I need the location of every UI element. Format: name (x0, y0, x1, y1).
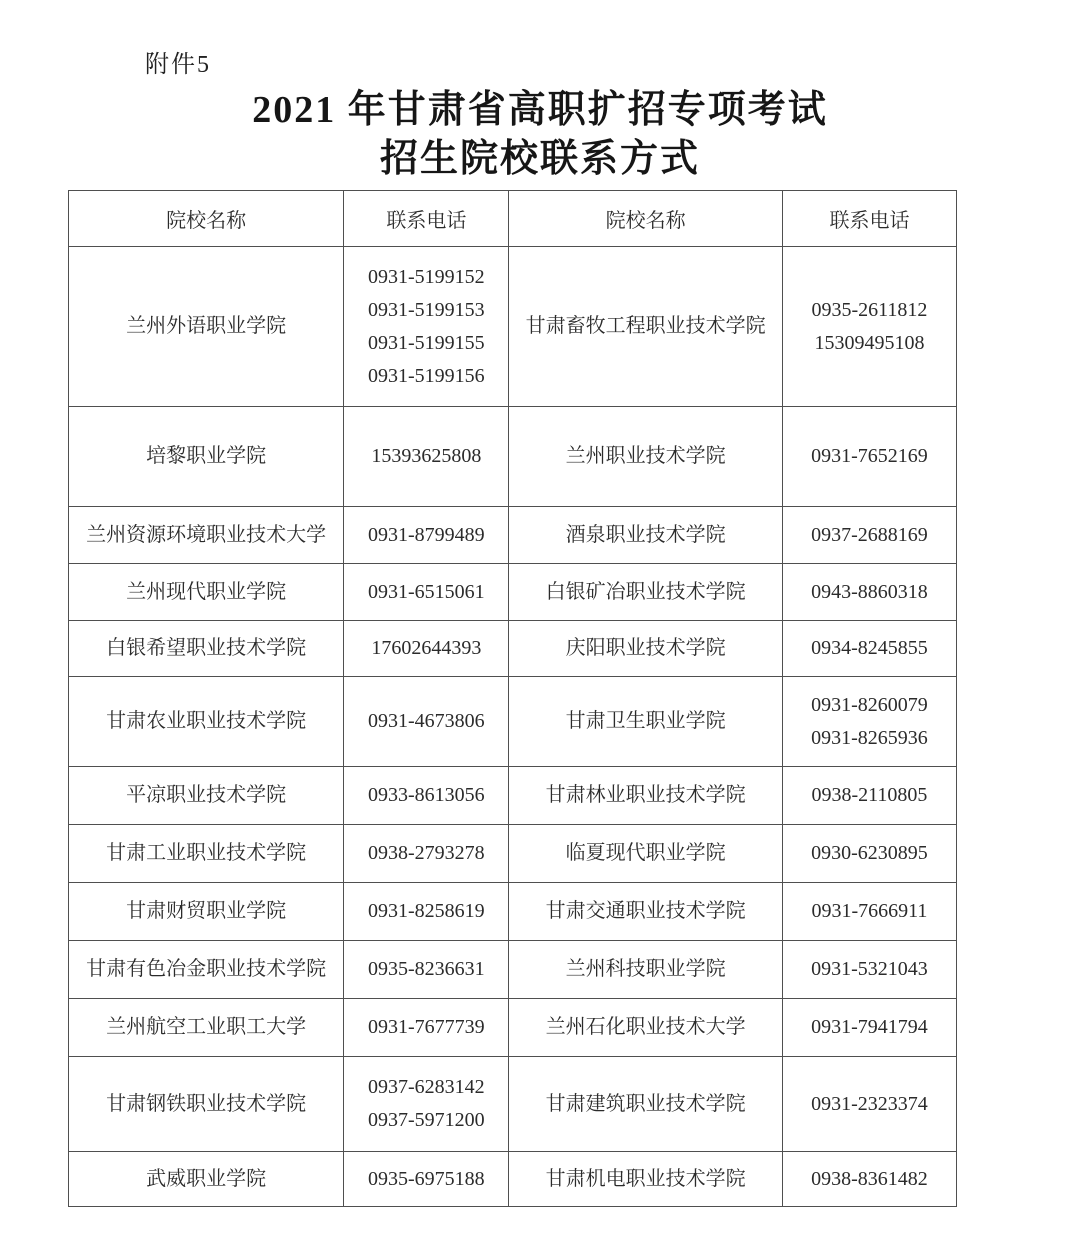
phone-cell (344, 247, 509, 407)
school-name: 临夏现代职业学院 (565, 842, 726, 864)
school-name-cell (509, 1152, 783, 1207)
phone-cell (782, 407, 956, 507)
school-name: 甘肃工业职业技术学院 (106, 842, 307, 864)
table-row (69, 507, 957, 564)
title-line-2: 招生院校联系方式 (379, 138, 700, 180)
phone-cell (782, 883, 956, 941)
school-name: 兰州外语职业学院 (126, 315, 287, 337)
school-name-cell (509, 883, 783, 941)
phone-number: 0931-5199156 (368, 364, 485, 387)
phone-cell (344, 941, 509, 999)
phone-number: 0931-8260079 (811, 693, 928, 716)
document-title (0, 86, 1080, 184)
col-header-phone-right: 联系电话 (782, 191, 956, 247)
phone-cell (782, 1057, 956, 1152)
school-name: 武威职业学院 (146, 1167, 267, 1190)
school-name: 甘肃财贸职业学院 (126, 900, 287, 922)
school-name-cell (509, 407, 783, 507)
title-line-1: 2021 年甘肃省高职扩招专项考试 (252, 89, 828, 131)
phone-number: 0937-5971200 (368, 1109, 485, 1131)
phone-cell (344, 564, 509, 621)
phone-number: 0931-5199153 (368, 298, 485, 321)
school-name-cell (509, 247, 783, 407)
phone-cell (344, 621, 509, 677)
phone-cell (782, 564, 956, 621)
school-name: 甘肃钢铁职业技术学院 (106, 1092, 307, 1115)
phone-cell (344, 999, 509, 1057)
school-name-cell (509, 621, 783, 677)
table-row (69, 825, 957, 883)
school-name-cell (509, 677, 783, 767)
phone-cell (344, 767, 509, 825)
school-name: 甘肃林业职业技术学院 (545, 784, 746, 806)
school-name-cell (69, 883, 344, 941)
phone-number: 0937-2688169 (811, 523, 928, 546)
table-row (69, 621, 957, 677)
col-header-phone-left: 联系电话 (344, 191, 509, 247)
phone-cell (344, 1152, 509, 1207)
table-header-row (69, 191, 957, 247)
phone-cell (344, 825, 509, 883)
table-row (69, 564, 957, 621)
table-row (69, 247, 957, 407)
phone-number: 15393625808 (371, 445, 482, 467)
phone-number: 0938-8361482 (811, 1167, 928, 1190)
school-name-cell (509, 941, 783, 999)
phone-number: 0931-8258619 (368, 900, 485, 922)
phone-cell (782, 621, 956, 677)
table-row (69, 883, 957, 941)
school-name: 兰州科技职业学院 (565, 958, 726, 980)
school-name: 庆阳职业技术学院 (565, 637, 726, 659)
phone-number: 0938-2110805 (811, 784, 928, 806)
school-name: 甘肃机电职业技术学院 (545, 1167, 746, 1190)
school-name: 白银矿冶职业技术学院 (545, 580, 746, 603)
phone-number: 0931-8799489 (368, 523, 485, 546)
school-name: 甘肃有色冶金职业技术学院 (86, 958, 327, 980)
phone-cell (782, 767, 956, 825)
school-name: 兰州石化职业技术大学 (545, 1016, 746, 1038)
school-name: 白银希望职业技术学院 (106, 637, 307, 659)
phone-number: 0931-5321043 (811, 958, 928, 980)
table-row (69, 999, 957, 1057)
table-body (69, 247, 957, 1207)
school-name-cell (69, 941, 344, 999)
school-name: 培黎职业学院 (146, 445, 267, 467)
phone-number: 0931-5199155 (368, 331, 485, 354)
school-name-cell (69, 825, 344, 883)
school-name: 兰州现代职业学院 (126, 580, 287, 603)
phone-number: 0933-8613056 (368, 784, 485, 806)
school-name: 平凉职业技术学院 (126, 784, 287, 806)
phone-cell (344, 507, 509, 564)
school-name: 兰州资源环境职业技术大学 (86, 523, 327, 546)
school-name: 甘肃交通职业技术学院 (545, 900, 746, 922)
school-name-cell (69, 621, 344, 677)
table-row (69, 407, 957, 507)
phone-number: 0935-6975188 (368, 1167, 485, 1190)
school-name-cell (509, 825, 783, 883)
phone-number: 0931-8265936 (811, 726, 928, 749)
table-row (69, 677, 957, 767)
school-name-cell (509, 507, 783, 564)
school-name-cell (509, 999, 783, 1057)
table-row (69, 767, 957, 825)
school-name: 甘肃农业职业技术学院 (106, 710, 307, 732)
phone-number: 0931-7677739 (368, 1016, 485, 1038)
school-name-cell (69, 1152, 344, 1207)
phone-cell (344, 677, 509, 767)
school-name: 甘肃畜牧工程职业技术学院 (525, 315, 766, 337)
phone-number: 0931-6515061 (368, 580, 485, 603)
phone-number: 0937-6283142 (368, 1076, 485, 1098)
school-name: 酒泉职业技术学院 (565, 523, 726, 546)
school-name-cell (509, 1057, 783, 1152)
phone-number: 0931-5199152 (368, 265, 485, 288)
phone-number: 0943-8860318 (811, 580, 928, 603)
school-name-cell (69, 507, 344, 564)
phone-number: 0931-7666911 (811, 900, 928, 922)
contact-table (68, 190, 957, 1207)
phone-cell (344, 883, 509, 941)
phone-number: 0931-7941794 (811, 1016, 928, 1038)
col-header-school-right: 院校名称 (509, 191, 783, 247)
phone-number: 15309495108 (814, 331, 925, 354)
school-name-cell (69, 999, 344, 1057)
table-row (69, 1057, 957, 1152)
phone-cell (782, 941, 956, 999)
phone-number: 0938-2793278 (368, 842, 485, 864)
school-name: 甘肃建筑职业技术学院 (545, 1092, 746, 1115)
school-name-cell (509, 564, 783, 621)
phone-number: 0930-6230895 (811, 842, 928, 864)
school-name: 甘肃卫生职业学院 (565, 710, 726, 732)
phone-number: 0931-2323374 (811, 1092, 928, 1115)
school-name-cell (69, 247, 344, 407)
phone-cell (782, 999, 956, 1057)
phone-number: 0935-2611812 (811, 298, 928, 321)
table-wrap (68, 190, 957, 1207)
phone-cell (782, 507, 956, 564)
attachment-label: 附件5 (145, 52, 211, 78)
table-row (69, 941, 957, 999)
school-name-cell (69, 407, 344, 507)
phone-cell (782, 247, 956, 407)
phone-cell (782, 825, 956, 883)
phone-number: 17602644393 (371, 637, 482, 659)
school-name-cell (509, 767, 783, 825)
table-row (69, 1152, 957, 1207)
phone-number: 0931-7652169 (811, 445, 928, 467)
school-name: 兰州职业技术学院 (565, 445, 726, 467)
phone-cell (782, 1152, 956, 1207)
school-name-cell (69, 677, 344, 767)
phone-number: 0934-8245855 (811, 637, 928, 659)
phone-cell (344, 1057, 509, 1152)
school-name-cell (69, 767, 344, 825)
school-name-cell (69, 564, 344, 621)
phone-number: 0931-4673806 (368, 710, 485, 732)
school-name-cell (69, 1057, 344, 1152)
phone-number: 0935-8236631 (368, 958, 485, 980)
phone-cell (344, 407, 509, 507)
phone-cell (782, 677, 956, 767)
col-header-school-left: 院校名称 (69, 191, 344, 247)
school-name: 兰州航空工业职工大学 (106, 1016, 307, 1038)
